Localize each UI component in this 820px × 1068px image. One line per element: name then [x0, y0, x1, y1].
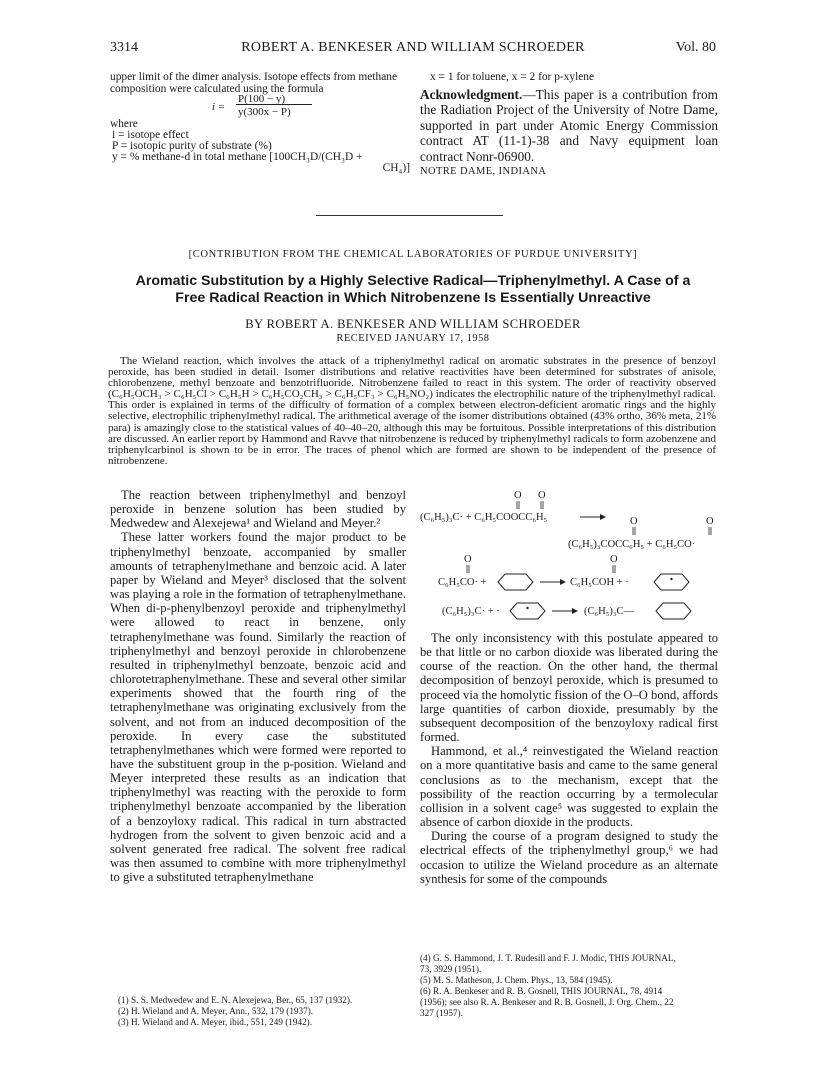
right-column — [420, 631, 718, 886]
arrow-head — [572, 608, 578, 614]
body-paragraph: Hammond, et al.,⁴ reinvestigated the Wieland reaction on a more quantitative basis and came to the same general conclusions as to the mechanism, except that the possibility of the reaction occurring by a termolecular collision in a solvent cage⁵ was suggested to explain the absence of carbon dioxide in the products. — [420, 744, 718, 830]
reaction-2-left: C₆H₅CO· + — [438, 577, 487, 588]
title-line: Aromatic Substitution by a Highly Selective Radical—Triphenylmethyl. A Case of a — [135, 273, 691, 289]
formula-denominator: y(300x − P) — [238, 106, 291, 118]
article-divider — [316, 215, 503, 216]
carbonyl-o: O — [610, 554, 618, 565]
arrow-head — [600, 514, 606, 520]
footnote: (2) H. Wieland and A. Meyer, Ann., 532, 179 (1937). — [118, 1006, 314, 1016]
benzene-ring-icon — [656, 603, 691, 619]
arrow-head — [560, 579, 566, 585]
carbonyl-o: O — [464, 554, 472, 565]
body-paragraph: These latter workers found the major product to be triphenylmethyl benzoate, accompanied by smaller amounts of tetraphenylmethane and benzoic acid. A later paper by Wieland and Meyer³ disclosed that the solvent was playing a role in the formation of tetraphenylmethane. When di-p-phenylbenzoyl peroxide and triphenylmethyl were allowed to react in benzene, only tetraphenylmethane was found. Similarly the reaction of triphenylmethyl and benzoyl peroxide in chlorobenzene resulted in triphenylmethyl benzoate, benzoic acid and chlorotetraphenylmethane. These and several other similar experiments showed that the fourth ring of the tetraphenylmethane was originating exclusively from the solvent, and not from an induced decomposition of the peroxide. In every case the substituted tetraphenylmethanes which were formed were reported to have the substituent group in the p-position. Wieland and Meyer interpreted these results as an indication that triphenylmethyl was reacting with the peroxide to form triphenylmethyl benzoate accompanied by the liberation of a benzoyloxy radical. This radical in turn abstracted hydrogen from the solvent to given benzoic acid and a solvent generated free radical. The solvent free radical was then assumed to combine with more triphenylmethyl to give a substituted tetraphenylmethane — [110, 530, 406, 885]
radical-dot — [670, 578, 672, 580]
reaction-3-left: (C₆H₅)₃C· + · — [442, 606, 500, 617]
title-line: Free Radical Reaction in Which Nitrobenzene Is Essentially Unreactive — [175, 290, 651, 306]
footnote: (5) M. S. Matheson, J. Chem. Phys., 13, 584 (1945). — [420, 975, 613, 985]
volume-label: Vol. 80 — [675, 40, 716, 55]
reaction-scheme — [420, 488, 720, 628]
page-number: 3314 — [110, 40, 138, 55]
byline: BY ROBERT A. BENKESER AND WILLIAM SCHROEDER — [245, 317, 581, 331]
footnote: 73, 3929 (1951). — [420, 964, 482, 974]
footnote: (1956); see also R. A. Benkeser and R. B. Gosnell, J. Org. Chem., 22 — [420, 997, 674, 1007]
carbonyl-o: O — [514, 490, 522, 501]
body-paragraph: The reaction between triphenylmethyl and benzoyl peroxide in benzene solution has been studied by Medwedew and Alexejewa¹ and Wieland and Meyer.² — [110, 488, 406, 531]
reaction-2-right: C₆H₅COH + · — [570, 577, 629, 588]
received-date: RECEIVED JANUARY 17, 1958 — [336, 333, 490, 344]
institution-place: NOTRE DAME, INDIANA — [420, 166, 547, 177]
definition-row: P = isotopic purity of substrate (%) — [112, 140, 272, 152]
acknowledgment — [420, 87, 718, 164]
benzene-ring-icon — [510, 603, 545, 619]
acknowledgment-text: —This paper is a contribution from the Radiation Project of the University of Notre Dame, supported in part under Atomic Energy Commission contract AT (11-1)-38 and Navy equipment loan contract Nonr-06900. — [420, 87, 718, 164]
right-footnotes — [420, 953, 720, 1019]
fraction-bar — [236, 104, 312, 105]
acknowledgment-label: Acknowledgment. — [420, 87, 523, 102]
definition-row: i = isotope effect — [112, 129, 189, 141]
formula-lhs: i = — [212, 101, 226, 113]
formula-numerator: P(100 − y) — [238, 93, 286, 105]
reaction-1-reactants: (C₆H₅)₃C· + C₆H₅COOCC₆H₅ — [420, 512, 548, 523]
x-note: x = 1 for toluene, x = 2 for p-xylene — [430, 71, 595, 83]
footnote: 327 (1957). — [420, 1008, 463, 1018]
body-paragraph: During the course of a program designed to study the electrical effects of the triphenylmethyl group,⁶ we had occasion to utilize the Wieland procedure as an alternate synthesis for some of the compounds — [420, 829, 718, 886]
benzene-ring-icon — [654, 574, 689, 590]
abstract: The Wieland reaction, which involves the attack of a triphenylmethyl radical on aromatic substrates in the presence of benzoyl peroxide, has been studied in detail. Isomer distributions and relative reactivities have been determined for substrates of anisole, chlorobenzene, methyl benzoate and benzotrifluoride. Nitrobenzene failed to react in this system. The order of reactivity observed (C₆H₅OCH₃ > C₆H₅Cl > C₆H₅H > C₆H₅CO₂CH₃ > C₆H₅CF₃ > C₆H₅NO₂) indicates the electrophilic nature of the triphenylmethyl radical. This order is explained in terms of the difficulty of formation of a complex between electron-deficient aromatic rings and the highly selective, electrophilic triphenylmethyl radical. The arithmetical average of the isomer distributions obtained (43% ortho, 36% meta, 21% para) is amazingly close to the statistical values of 40–40–20, although this may be fortuitous. Possible interpretations of this distribution are discussed. An earlier report by Hammond and Ravve that nitrobenzene is reduced by triphenylmethyl radicals to form azobenzene and triphenylcarbinol is shown to be in error. The traces of phenol which are formed are shown to be independent of the presence of nitrobenzene. — [108, 355, 716, 467]
reaction-1-products: (C₆H₅)₃COCC₆H₅ + C₆H₅CO· — [568, 539, 696, 550]
carbonyl-o: O — [538, 490, 546, 501]
radical-dot — [526, 607, 528, 609]
article-title — [110, 273, 716, 307]
definition-row: y = % methane-d in total methane [100CH₃D/(CH₃D + — [112, 151, 363, 163]
footnote: (1) S. S. Medwedew and E. N. Alexejewa, Ber., 65, 137 (1932). — [118, 995, 353, 1005]
running-authors: ROBERT A. BENKESER AND WILLIAM SCHROEDER — [241, 40, 585, 55]
formula-definitions — [112, 129, 412, 174]
previous-article-intro: upper limit of the dimer analysis. Isotope effects from methane composition were calculated using the formula — [110, 71, 398, 96]
footnote: (3) H. Wieland and A. Meyer, ibid., 551, 249 (1942). — [118, 1017, 313, 1027]
footnote: (4) G. S. Hammond, J. T. Rudesill and F. J. Modic, THIS JOURNAL, — [420, 953, 676, 963]
reaction-3-right: (C₆H₅)₃C— — [584, 606, 635, 617]
contribution-line: [CONTRIBUTION FROM THE CHEMICAL LABORATORIES OF PURDUE UNIVERSITY] — [188, 249, 638, 260]
body-paragraph: The only inconsistency with this postulate appeared to be that little or no carbon dioxide was liberated during the course of the reaction. On the other hand, the thermal decomposition of benzoyl peroxide, which is presumed to proceed via the homolytic fission of the O–O bond, affords large quantities of carbon dioxide, presumably by the subsequent decomposition of the benzoyloxy radical first formed. — [420, 631, 718, 745]
carbonyl-o: O — [630, 516, 638, 527]
where-label: where — [110, 118, 138, 130]
left-column — [110, 488, 406, 884]
footnote: (6) R. A. Benkeser and R. B. Gosnell, THIS JOURNAL, 78, 4914 — [420, 986, 663, 996]
running-header — [110, 40, 716, 58]
carbonyl-o: O — [706, 516, 714, 527]
benzene-ring-icon — [498, 574, 533, 590]
left-footnotes — [118, 995, 408, 1028]
definition-continuation: CH₄)] — [382, 162, 410, 174]
